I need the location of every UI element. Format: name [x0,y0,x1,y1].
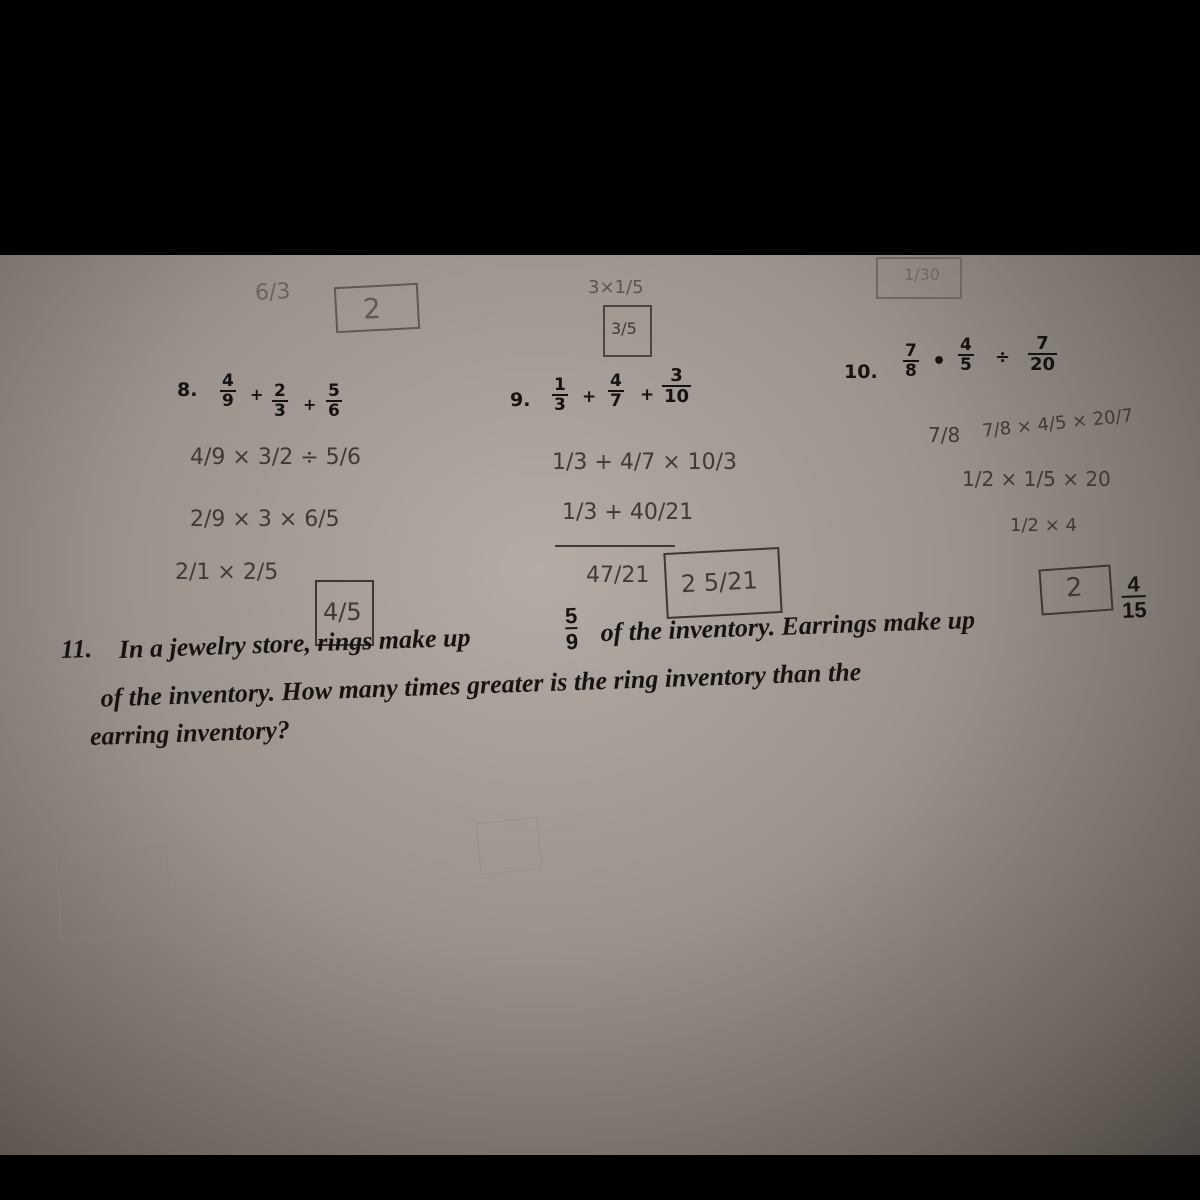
p10-term-2-num: 4 [960,335,972,355]
fraction-earrings-num: 4 [1126,571,1141,597]
p10-term-1-num: 7 [905,341,917,361]
p10-term-2 [958,337,974,374]
p10-answer-box [1038,565,1113,616]
p9-work-step-1: 1/3 + 4/7 × 10/3 [552,450,738,475]
p8-term-2 [272,383,288,420]
problem-11-line-1a: In a jewelry store, rings make up [118,622,471,664]
p9-term-1-den: 3 [554,395,566,415]
problem-11-number: 11. [60,633,93,664]
p9-term-1-num: 1 [554,375,566,395]
p10-answer: 2 [1064,572,1084,604]
p8-term-3-den: 6 [328,401,340,421]
problem-11-line-3: earring inventory? [89,715,291,752]
p8-term-1-num: 4 [222,371,234,391]
p9-answer: 2 5/21 [680,566,759,599]
problem-11-line-2: of the inventory. How many times greater is the ring inventory than the [100,657,862,713]
p9-work-step-2: 1/3 + 40/21 [562,500,694,525]
answer-box-top-left [334,283,420,333]
p9-term-3 [662,367,691,406]
p9-term-1 [552,377,568,414]
p8-op-2: + [303,395,317,414]
answer-box-top-mid [603,305,652,357]
problem-11-line-1b: of the inventory. Earrings make up [600,605,976,648]
p9-work-underline [555,545,675,547]
handwriting-top-left: 6/3 [254,279,292,306]
fraction-earrings-den: 15 [1121,597,1148,623]
p10-term-3-den: 20 [1030,354,1056,375]
fraction-rings-num: 5 [564,602,578,629]
p8-work-step-1: 4/9 × 3/2 ÷ 5/6 [190,445,362,470]
p10-op-2: ÷ [995,347,1011,368]
p9-term-3-den: 10 [664,386,690,407]
p9-work-step-3: 47/21 [586,563,650,588]
fraction-rings-den: 9 [565,628,579,655]
p10-op-1: • [932,349,947,374]
p10-term-2-den: 5 [960,355,972,375]
answer-top-mid: 3/5 [611,319,637,338]
p10-term-1-den: 8 [905,361,917,381]
problem-8-number: 8. [177,379,198,401]
p10-work-step-1: 7/8 [928,423,961,447]
p8-term-2-den: 3 [274,401,286,421]
p8-work-step-3: 2/1 × 2/5 [175,560,279,585]
p9-term-2-num: 4 [610,371,622,391]
p8-op-1: + [250,385,264,404]
p10-work-step-2: 7/8 × 4/5 × 20/7 [981,405,1135,442]
answer-box-top-right [876,257,962,299]
problem-9-number: 9. [510,389,531,411]
problem-11-fraction-rings [564,602,579,655]
p9-term-2-den: 7 [610,391,622,411]
answer-top-right: 1/30 [904,265,940,284]
p8-term-1 [220,373,236,410]
p9-op-2: + [640,385,655,405]
p10-term-3 [1028,335,1057,374]
erased-mark-1 [55,846,173,941]
p10-term-1 [903,343,919,380]
p9-answer-box [663,547,782,619]
answer-top-left: 2 [362,291,382,326]
handwriting-top-mid: 3×1/5 [588,277,644,298]
p9-term-3-num: 3 [670,365,683,386]
p10-term-3-num: 7 [1036,333,1049,354]
p10-work-step-3: 1/2 × 1/5 × 20 [962,467,1111,491]
p8-term-3-num: 5 [328,381,340,401]
p8-work-step-2: 2/9 × 3 × 6/5 [190,507,340,532]
p8-answer: 4/5 [323,598,362,626]
p8-term-1-den: 9 [222,391,234,411]
p8-term-2-num: 2 [274,381,286,401]
p10-work-step-4: 1/2 × 4 [1010,515,1077,536]
erased-mark-2 [475,817,542,875]
problem-10-number: 10. [844,361,878,383]
problem-11-fraction-earrings [1121,573,1147,622]
p8-term-3 [326,383,342,420]
p9-op-1: + [582,387,597,407]
p9-term-2 [608,373,624,410]
